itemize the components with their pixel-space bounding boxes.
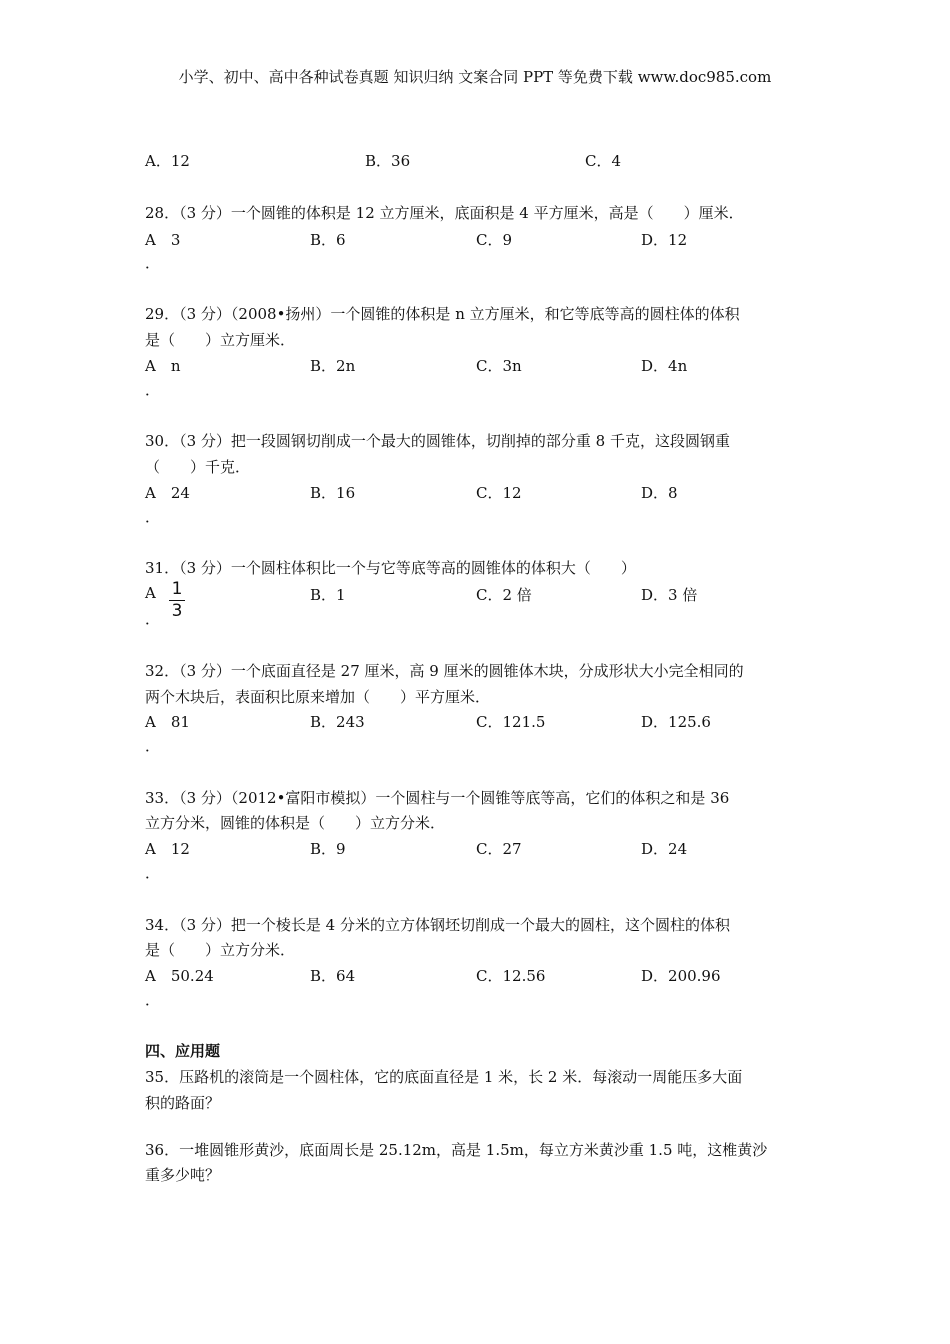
page-header: 小学、初中、高中各种试卷真题 知识归纳 文案合同 PPT 等免费下载 www.doc985.com [178,68,772,86]
question-text: 34．（3 分）把一个棱长是 4 分米的立方体钢坯切削成一个最大的圆柱，这个圆柱的体积 [145,916,730,934]
option-b: B．6 [310,231,346,249]
option-a: A 24 [145,484,190,502]
question-text: 31．（3 分）一个圆柱体积比一个与它等底等高的圆锥体的体积大（ ） [145,559,636,577]
question-text-cont: 是（ ）立方厘米． [145,331,296,349]
fraction-one-third [169,581,185,620]
dot: ． [145,737,161,755]
option-b: B．16 [310,484,356,502]
option-d: D．125.6 [641,713,711,731]
option-b: B．36 [365,152,411,170]
option-a: A n [145,357,181,375]
question-text-cont: 是（ ）立方分米． [145,941,296,959]
option-c: C．12.56 [476,967,546,985]
option-b: B．243 [310,713,365,731]
option-a: A 81 [145,713,190,731]
option-c: C．27 [476,840,522,858]
dot: ． [145,508,161,526]
option-d: D．200.96 [641,967,721,985]
option-a: A 12 [145,840,190,858]
question-text: 29．（3 分）（2008•扬州）一个圆锥的体积是 n 立方厘米，和它等底等高的圆柱体的体积 [145,305,740,323]
question-text-cont: 两个木块后，表面积比原来增加（ ）平方厘米． [145,688,491,706]
section-title: 四、应用题 [145,1042,221,1060]
question-text: 36．一堆圆锥形黄沙，底面周长是 25.12m，高是 1.5m，每立方米黄沙重 1.5 吨，这椎黄沙 [145,1141,768,1159]
question-text-cont: 重多少吨？ [145,1166,221,1184]
dot: ． [145,381,161,399]
option-c: C．4 [585,152,622,170]
option-a: A．12 [145,152,190,170]
question-text-cont: （ ）千克． [145,458,251,476]
fraction-denominator: 3 [171,601,183,621]
question-text-cont: 立方分米，圆锥的体积是（ ）立方分米． [145,814,446,832]
option-a: A 50.24 [145,967,214,985]
option-c: C．12 [476,484,522,502]
option-a: A 3 [145,231,181,249]
option-d: D．3 倍 [641,586,698,604]
option-d: D．12 [641,231,688,249]
option-d: D．8 [641,484,678,502]
question-text: 33．（3 分）（2012•富阳市模拟）一个圆柱与一个圆锥等底等高，它们的体积之和是 36 [145,789,730,807]
question-text: 28．（3 分）一个圆锥的体积是 12 立方厘米，底面积是 4 平方厘米，高是（ ）厘米． [145,204,744,222]
dot: ． [145,254,161,272]
dot: ． [145,991,161,1009]
option-c: C．3n [476,357,522,375]
option-b: B．1 [310,586,346,604]
question-text: 30．（3 分）把一段圆钢切削成一个最大的圆锥体，切削掉的部分重 8 千克，这段圆钢重 [145,432,730,450]
option-c: C．2 倍 [476,586,532,604]
option-b: B．2n [310,357,356,375]
fraction-numerator: 1 [171,579,183,599]
option-b: B．64 [310,967,356,985]
option-c: C．121.5 [476,713,546,731]
option-a-label: A [145,584,156,602]
option-c: C．9 [476,231,513,249]
dot: ． [145,864,161,882]
option-d: D．24 [641,840,688,858]
question-text-cont: 积的路面？ [145,1094,221,1112]
question-text: 32．（3 分）一个底面直径是 27 厘米，高 9 厘米的圆锥体木块，分成形状大小完全相同的 [145,662,744,680]
question-text: 35．压路机的滚筒是一个圆柱体，它的底面直径是 1 米，长 2 米．每滚动一周能压多大面 [145,1068,743,1086]
option-b: B．9 [310,840,346,858]
option-d: D．4n [641,357,688,375]
dot: ． [145,610,161,628]
